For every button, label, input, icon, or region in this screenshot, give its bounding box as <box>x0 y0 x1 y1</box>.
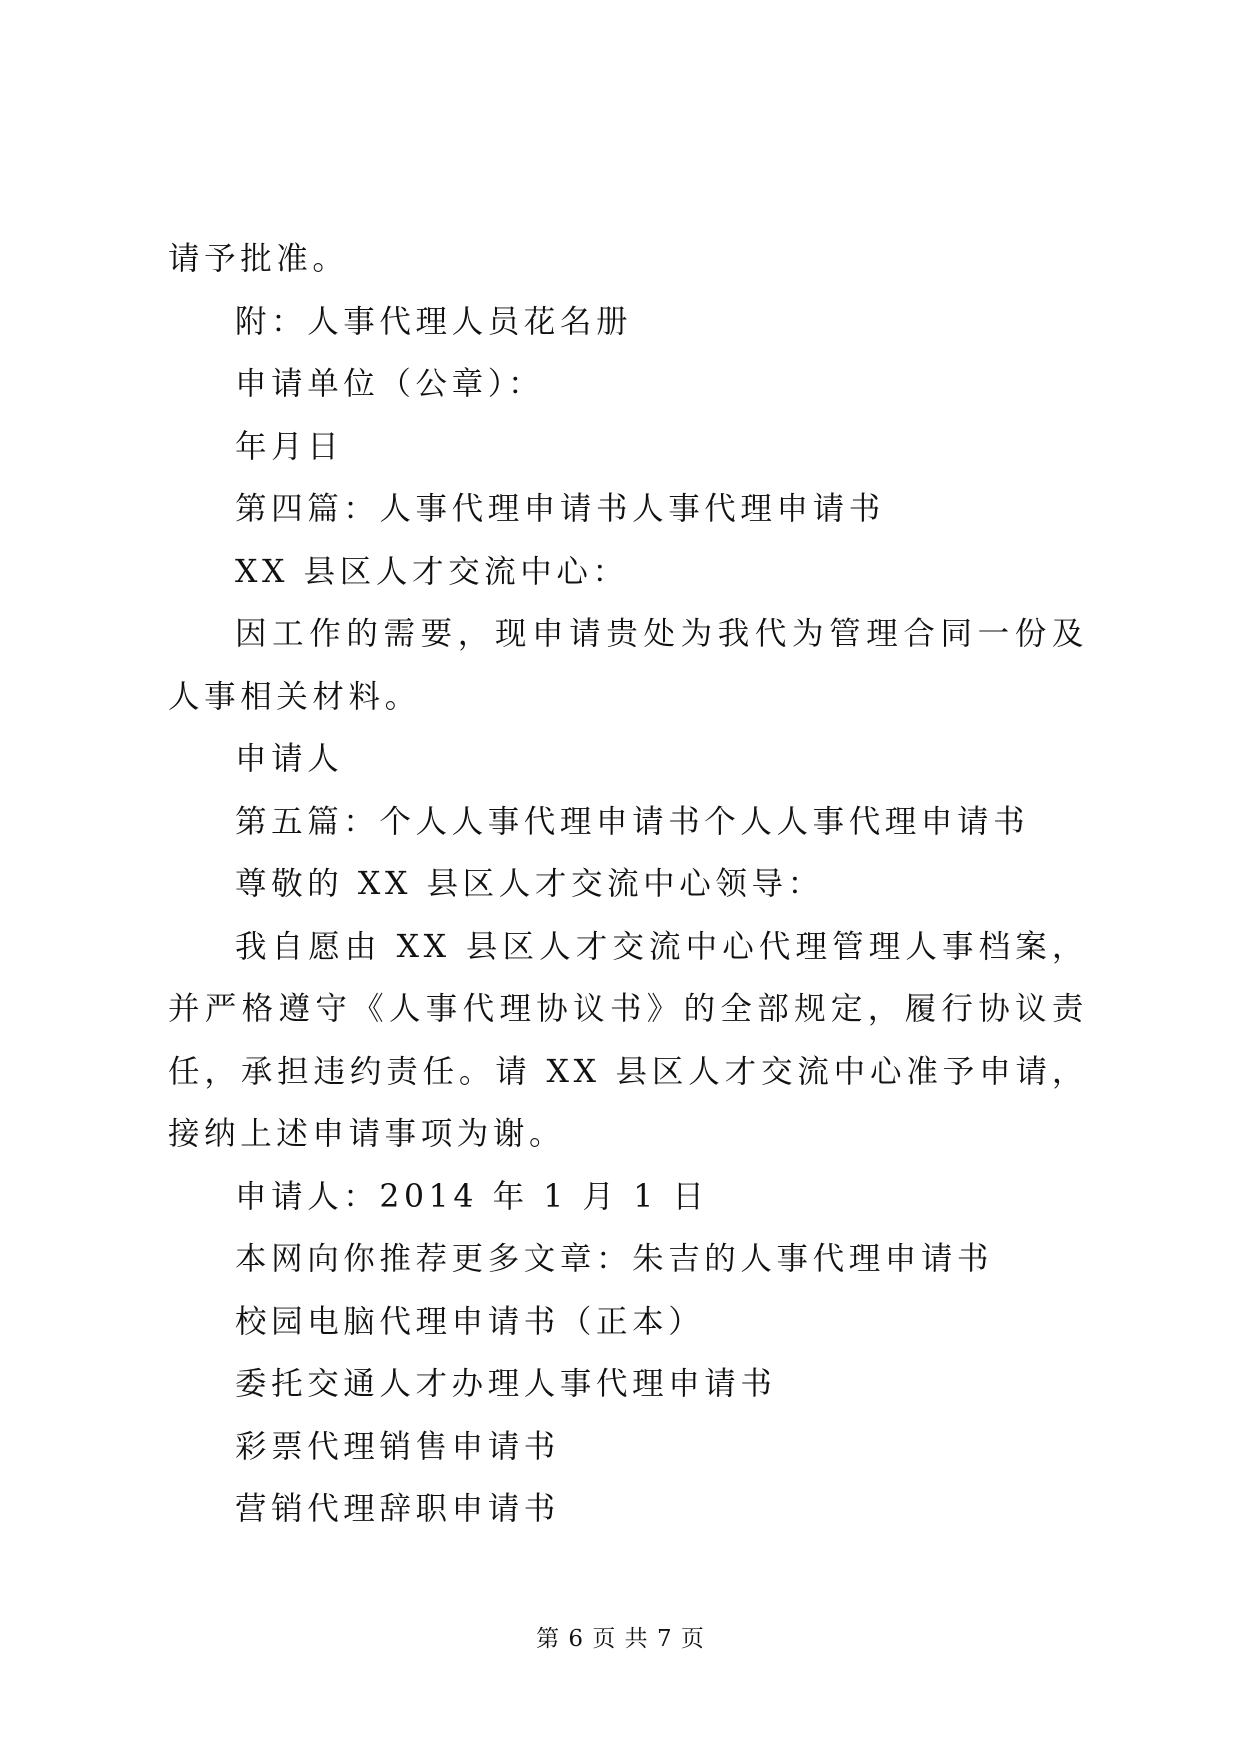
section-heading-4: 第四篇：人事代理申请书人事代理申请书 <box>235 491 885 527</box>
paragraph-applicant-date: 申请人：2014 年 1 月 1 日 <box>235 1178 709 1215</box>
document-body <box>168 228 1088 1541</box>
recommended-link-4[interactable]: 彩票代理销售申请书 <box>235 1428 560 1465</box>
recommended-link-1[interactable]: 本网向你推荐更多文章：朱吉的人事代理申请书 <box>235 1241 994 1277</box>
paragraph-request-2: 我自愿由 XX 县区人才交流中心代理管理人事档案，并严格遵守《人事代理协议书》的全部规定，履行协议责任，承担违约责任。请 XX 县区人才交流中心准予申请，接纳上述申请事项为谢。 <box>168 928 1088 1152</box>
recommended-link-5[interactable]: 营销代理辞职申请书 <box>235 1491 560 1527</box>
paragraph-approval: 请予批准。 <box>168 241 349 277</box>
section-heading-5: 第五篇：个人人事代理申请书个人人事代理申请书 <box>235 803 1030 840</box>
paragraph-date: 年月日 <box>235 428 344 465</box>
paragraph-request-1: 因工作的需要，现申请贵处为我代为管理合同一份及人事相关材料。 <box>168 616 1088 715</box>
paragraph-applicant-1: 申请人 <box>235 741 344 777</box>
page-number-footer: 第 6 页 共 7 页 <box>536 1626 705 1652</box>
recommended-link-2[interactable]: 校园电脑代理申请书（正本） <box>235 1303 705 1340</box>
paragraph-attachment: 附：人事代理人员花名册 <box>235 303 633 340</box>
paragraph-addressee-2: 尊敬的 XX 县区人才交流中心领导： <box>235 866 824 902</box>
paragraph-applicant-unit: 申请单位（公章）： <box>235 366 545 402</box>
paragraph-addressee-1: XX 县区人才交流中心： <box>235 553 629 590</box>
recommended-link-3[interactable]: 委托交通人才办理人事代理申请书 <box>235 1366 777 1402</box>
